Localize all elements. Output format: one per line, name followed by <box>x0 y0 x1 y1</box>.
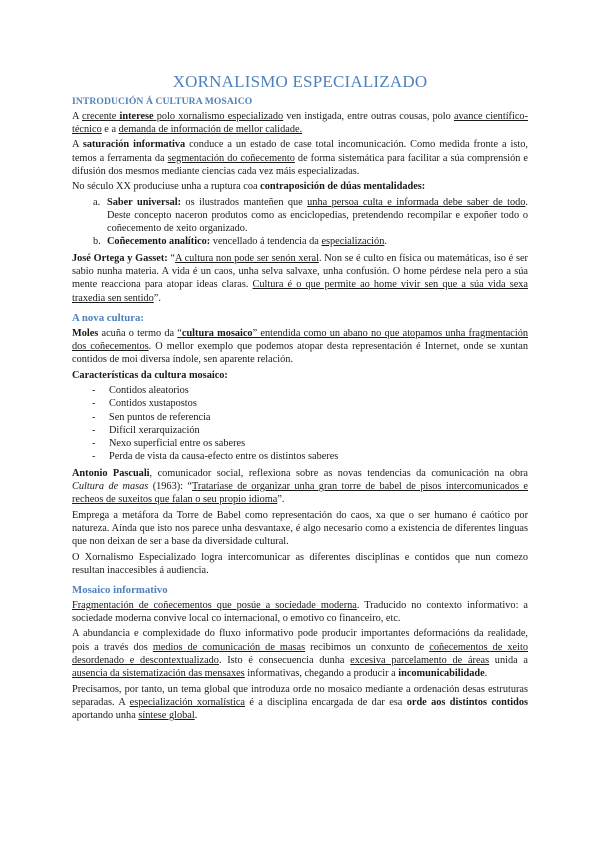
text-run: Precisamos, por tanto, un tema global que introduza orde no mosaico mediante a ordenación desas estruturas separadas. A <box>72 683 528 708</box>
characteristics-label: Características da cultura mosaico: <box>72 369 228 381</box>
underlined-phrase: síntese global <box>138 710 195 722</box>
bold-term: Saber universal: <box>107 196 182 208</box>
text-run: . Isto é consecuencia dunha <box>218 655 351 667</box>
bold-term: Coñecemento analítico: <box>107 236 211 248</box>
text-run: ”. <box>277 494 285 506</box>
list-marker: b. <box>93 236 101 248</box>
text-run: ven instigada, entre outras cousas, polo <box>283 110 454 122</box>
underlined-phrase <box>82 111 283 122</box>
paragraph-moles <box>72 327 528 367</box>
text-run: No século XX produciuse unha a ruptura coa <box>72 181 261 193</box>
list-item-analytic-knowledge <box>72 235 528 248</box>
text-run: A <box>72 139 83 151</box>
list-item-text: Sen puntos de referencia <box>109 411 211 423</box>
underlined-phrase: ausencia da sistematización das mensaxes <box>72 668 245 680</box>
book-title: Cultura de masas <box>72 481 149 493</box>
bold-term: Moles <box>72 327 99 339</box>
bullet-dash: - <box>92 384 96 396</box>
section-heading-intro: INTRODUCIÓN Á CULTURA MOSAICO <box>72 96 253 107</box>
bold-term: contraposición de dúas mentalidades: <box>260 181 426 193</box>
list-item-text: Contidos xustapostos <box>109 398 197 410</box>
text-run: (1963): “ <box>148 481 192 493</box>
paragraph-twentieth-century <box>72 180 528 193</box>
text-run: os ilustrados manteñen que <box>181 196 308 208</box>
text-run: aportando unha <box>72 710 139 722</box>
underlined-phrase: especialización <box>321 236 385 248</box>
text-run: ”. <box>153 292 161 304</box>
underlined-phrase: unha persoa culta e informada debe saber de todo <box>307 196 526 208</box>
text-run: . <box>384 236 387 248</box>
list-item-text: Difícil xerarquización <box>109 424 200 436</box>
list-item-text: Contidos aleatorios <box>109 384 189 396</box>
paragraph-babel-metaphor: Emprega a metáfora da Torre de Babel como representación do caos, xa que o ser humano é caótico por natureza. Aínda que isto nos parece unha desvantaxe, é algo necesario como a existencia de diferentes linguas que non deixan de ser a base da diversidade cultural. <box>72 509 528 548</box>
text-run: . Traducido no contexto informativo: a sociedade moderna convive local co internacional, o emotivo co financeiro, etc. <box>72 599 528 625</box>
text-run: de forma sistemática para facilitar a súa comprensión e difusión dos mesmos mediante ciencias cada vez máis especializadas. <box>72 152 528 177</box>
list-item <box>72 437 528 450</box>
text-run: . <box>484 668 488 680</box>
bullet-dash: - <box>92 438 96 450</box>
list-marker: a. <box>93 196 101 208</box>
paragraph-fragmentation <box>72 599 528 626</box>
underlined-phrase: segmentación do coñecemento <box>167 152 295 164</box>
list-item-universal-knowledge <box>72 196 528 236</box>
text-run: A <box>72 110 83 122</box>
bold-term: José Ortega y Gasset: <box>72 252 168 264</box>
bold-term: interese <box>119 110 154 122</box>
text-run: “ <box>167 252 176 264</box>
list-item <box>72 424 528 437</box>
paragraph-ortega-quote <box>72 252 528 305</box>
bold-term: orde aos distintos contidos <box>406 696 529 708</box>
list-item <box>72 384 528 397</box>
text-run: crecente <box>82 110 120 122</box>
bullet-dash: - <box>92 424 96 436</box>
text-run: informativas, chegando a producir a <box>244 668 399 680</box>
underlined-phrase: Trataríase de organizar unha gran torre de babel de pisos intercomunicados e recheos de suxeitos que falan o seu propio idioma <box>72 481 528 506</box>
bold-term: incomunicabilidade <box>398 668 485 680</box>
section-heading-new-culture: A nova cultura: <box>72 311 144 324</box>
text-run: polo xornalismo especializado <box>153 110 284 122</box>
document-title: XORNALISMO ESPECIALIZADO <box>172 72 428 91</box>
text-run: vencellado á tendencia da <box>210 236 322 248</box>
bold-term: saturación informativa <box>82 139 186 151</box>
text-run: . <box>194 710 198 722</box>
text-run: é a disciplina encargada de dar esa <box>244 696 407 708</box>
text-run: conduce a un estado de case total incomunicación. Como medida fronte a isto, temos a ferramenta da <box>72 139 528 164</box>
list-item-text: Perda de vista da causa-efecto entre os distintos saberes <box>109 451 339 463</box>
paragraph-saturation <box>72 138 528 178</box>
section-heading-information-mosaic: Mosaico informativo <box>72 584 168 597</box>
text-run: unida a <box>489 655 528 667</box>
paragraph-abundance <box>72 627 528 680</box>
paragraph-conclusion <box>72 683 528 723</box>
page-content <box>72 72 528 725</box>
list-item <box>72 450 528 463</box>
text-run: . Non se é culto en física ou matemáticas, iso é ser sabio nunha materia. A vida é un caos, unha selva salvaxe, unha confusión. O home pérdese nela pero a súa mente reacciona para atopar ideas claras. <box>72 252 528 291</box>
bullet-dash: - <box>92 411 96 423</box>
text-run: acuña o termo da <box>98 327 178 339</box>
bold-term: Antonio Pascuali <box>72 467 150 479</box>
bullet-dash: - <box>92 398 96 410</box>
bullet-dash: - <box>92 451 96 463</box>
list-item-text: Nexo superficial entre os saberes <box>109 438 246 450</box>
underlined-phrase: demanda de información de mellor calidade. <box>118 124 303 136</box>
text-run: . Deste concepto naceron produtos como as enciclopedias, pretendendo recompilar e expoñer todo o coñecemento de xeito organizado. <box>107 196 528 235</box>
text-run: recibimos un conxunto de <box>305 641 430 653</box>
list-item <box>72 397 528 410</box>
list-item <box>72 411 528 424</box>
underlined-phrase: especialización xornalística <box>129 696 245 708</box>
text-run: “ <box>177 327 182 339</box>
underlined-phrase: medios de comunicación de masas <box>152 641 306 653</box>
bold-term: cultura mosaico <box>181 327 253 339</box>
text-run: ” entendida como un abano no que atopamos unha fragmentación dos coñecementos <box>72 327 528 353</box>
underlined-phrase: excesiva parcelamento de áreas <box>350 655 490 667</box>
characteristics-list <box>72 384 528 464</box>
underlined-phrase: Cultura é o que permite ao home vivir sen que a súa vida sexa traxedia sen sentido <box>72 279 529 304</box>
underlined-phrase: coñecementos de xeito desordenado e descontextualizado <box>72 641 528 667</box>
paragraph-specialized-journalism: O Xornalismo Especializado logra intercomunicar as diferentes disciplinas e contidos que nun comezo resultan inaccesibles á audiencia. <box>72 551 528 576</box>
underlined-phrase: A cultura non pode ser senón xeral <box>175 252 319 264</box>
text-run: . O mellor exemplo que podemos atopar desta representación é Internet, onde se xuntan contidos de moi diversa índole, sen aparente relación. <box>72 341 528 366</box>
paragraph-pascuali <box>72 467 528 507</box>
text-run: e a <box>101 124 119 136</box>
text-run: , comunicador social, reflexiona sobre as novas tendencias da comunicación na obra <box>149 467 528 479</box>
paragraph-growing-interest <box>72 110 528 137</box>
underlined-phrase: Fragmentación de coñecementos que posúe a sociedade moderna <box>72 599 357 611</box>
underlined-phrase: avance científico-técnico <box>72 110 528 136</box>
text-run: A abundancia e complexidade do fluxo informativo pode producir importantes deformacións da realidade, pois a través dos <box>72 628 528 653</box>
mentalities-list <box>72 196 528 249</box>
